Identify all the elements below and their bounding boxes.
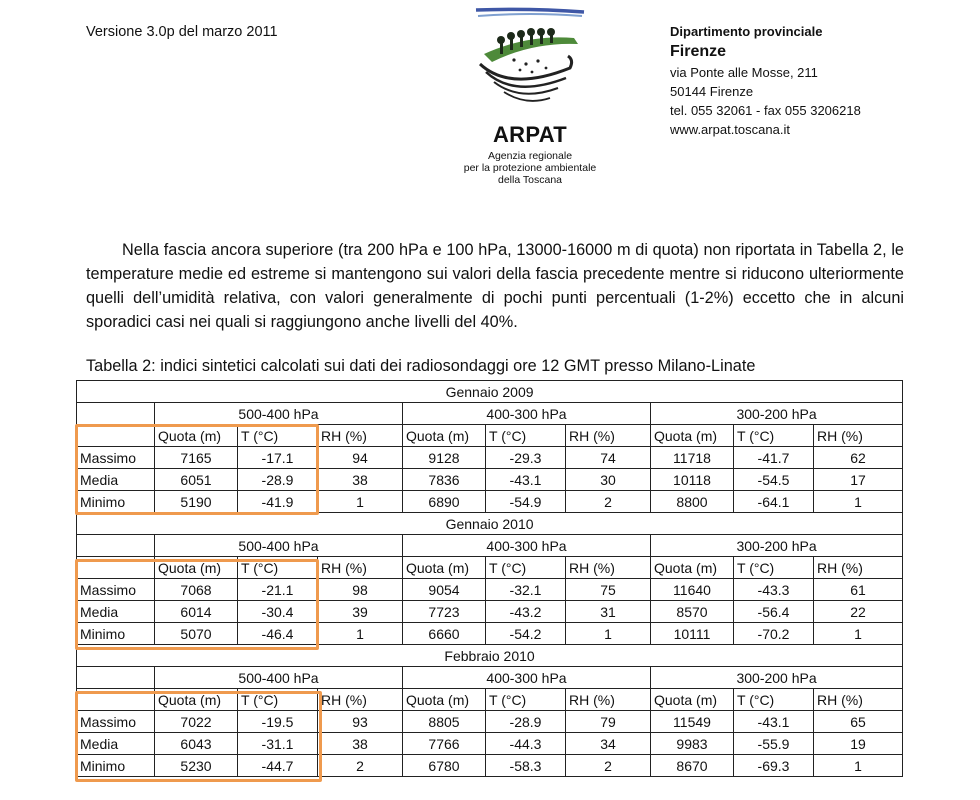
period-title-row [77, 645, 903, 667]
department-name: Dipartimento provinciale [670, 24, 823, 39]
column-header: Quota (m) [403, 425, 486, 447]
data-cell: -58.3 [486, 755, 566, 777]
column-header: RH (%) [566, 425, 651, 447]
address-line: via Ponte alle Mosse, 211 [670, 65, 818, 80]
data-cell: 2 [318, 755, 403, 777]
pressure-band-header: 300-200 hPa [651, 535, 903, 557]
column-header: Quota (m) [651, 689, 734, 711]
body-paragraph: Nella fascia ancora superiore (tra 200 hPa e 100 hPa, 13000-16000 m di quota) non riportata in Tabella 2, le temperature medie ed estreme si mantengono sui valori della fascia precedente mentre si riducono ulteriormente quelli dell’umidità relativa, con valori generalmente di pochi punti percentuali (1-2%) eccetto che in alcuni sporadici casi nei quali si raggiungono anche livelli del 40%. [86, 241, 904, 331]
data-cell: 6780 [403, 755, 486, 777]
column-header: RH (%) [318, 689, 403, 711]
column-header: Quota (m) [651, 557, 734, 579]
data-cell: 74 [566, 447, 651, 469]
row-label: Minimo [77, 623, 155, 645]
website-line: www.arpat.toscana.it [670, 122, 790, 137]
column-header: T (°C) [238, 425, 318, 447]
column-header: T (°C) [486, 689, 566, 711]
column-header: T (°C) [238, 689, 318, 711]
data-cell: -55.9 [734, 733, 814, 755]
table-row [77, 755, 903, 777]
data-cell: -70.2 [734, 623, 814, 645]
data-cell: 39 [318, 601, 403, 623]
row-label: Media [77, 601, 155, 623]
data-cell: -43.1 [486, 469, 566, 491]
data-cell: -32.1 [486, 579, 566, 601]
data-cell: 8805 [403, 711, 486, 733]
data-cell: -17.1 [238, 447, 318, 469]
empty-cell [77, 425, 155, 447]
data-cell: 98 [318, 579, 403, 601]
column-header: RH (%) [814, 689, 903, 711]
row-label: Minimo [77, 755, 155, 777]
data-cell: 30 [566, 469, 651, 491]
pressure-band-header: 500-400 hPa [155, 667, 403, 689]
data-cell: 34 [566, 733, 651, 755]
data-cell: 75 [566, 579, 651, 601]
empty-cell [77, 557, 155, 579]
pressure-band-header: 300-200 hPa [651, 667, 903, 689]
data-cell: -54.2 [486, 623, 566, 645]
column-header: RH (%) [814, 557, 903, 579]
data-cell: 1 [814, 623, 903, 645]
data-cell: 93 [318, 711, 403, 733]
data-cell: 8670 [651, 755, 734, 777]
data-cell: -28.9 [486, 711, 566, 733]
table-row [77, 447, 903, 469]
data-cell: 5070 [155, 623, 238, 645]
column-header-row [77, 557, 903, 579]
row-label: Massimo [77, 711, 155, 733]
table-row [77, 623, 903, 645]
arpat-logo [440, 6, 620, 186]
pressure-band-row [77, 667, 903, 689]
column-header: T (°C) [486, 557, 566, 579]
data-cell: -56.4 [734, 601, 814, 623]
data-cell: 19 [814, 733, 903, 755]
data-cell: 22 [814, 601, 903, 623]
pressure-band-header: 400-300 hPa [403, 667, 651, 689]
pressure-band-header: 400-300 hPa [403, 535, 651, 557]
data-cell: -69.3 [734, 755, 814, 777]
data-cell: 65 [814, 711, 903, 733]
data-cell: 6014 [155, 601, 238, 623]
column-header-row [77, 425, 903, 447]
data-cell: 2 [566, 491, 651, 513]
column-header: T (°C) [734, 689, 814, 711]
data-cell: 11718 [651, 447, 734, 469]
data-cell: -29.3 [486, 447, 566, 469]
data-cell: 9054 [403, 579, 486, 601]
data-cell: -31.1 [238, 733, 318, 755]
column-header: RH (%) [814, 425, 903, 447]
column-header: Quota (m) [403, 689, 486, 711]
column-header: T (°C) [486, 425, 566, 447]
data-cell: 94 [318, 447, 403, 469]
data-cell: -44.7 [238, 755, 318, 777]
document-version: Versione 3.0p del marzo 2011 [86, 24, 278, 40]
period-title: Gennaio 2010 [77, 513, 903, 535]
table-row [77, 601, 903, 623]
table-caption: Tabella 2: indici sintetici calcolati sui dati dei radiosondaggi ore 12 GMT presso Milano-Linate [86, 357, 756, 375]
row-label: Massimo [77, 579, 155, 601]
pressure-band-row [77, 535, 903, 557]
column-header: RH (%) [318, 557, 403, 579]
radiosonde-table [76, 380, 903, 777]
data-cell: -44.3 [486, 733, 566, 755]
data-cell: -30.4 [238, 601, 318, 623]
table-row [77, 579, 903, 601]
column-header: Quota (m) [403, 557, 486, 579]
column-header: T (°C) [238, 557, 318, 579]
row-label: Massimo [77, 447, 155, 469]
data-cell: -43.3 [734, 579, 814, 601]
department-address [670, 22, 861, 139]
data-cell: -21.1 [238, 579, 318, 601]
column-header: T (°C) [734, 557, 814, 579]
data-cell: 6043 [155, 733, 238, 755]
data-cell: 1 [814, 755, 903, 777]
data-cell: -43.2 [486, 601, 566, 623]
data-cell: 9983 [651, 733, 734, 755]
data-cell: 10111 [651, 623, 734, 645]
data-cell: 7836 [403, 469, 486, 491]
data-cell: 38 [318, 733, 403, 755]
pressure-band-row [77, 403, 903, 425]
data-cell: 7165 [155, 447, 238, 469]
data-cell: -28.9 [238, 469, 318, 491]
data-cell: 7022 [155, 711, 238, 733]
row-label: Minimo [77, 491, 155, 513]
data-cell: 7766 [403, 733, 486, 755]
table-row [77, 711, 903, 733]
data-cell: 8800 [651, 491, 734, 513]
pressure-band-header: 500-400 hPa [155, 403, 403, 425]
data-cell: 5230 [155, 755, 238, 777]
column-header: Quota (m) [155, 689, 238, 711]
table-row [77, 469, 903, 491]
data-cell: 6660 [403, 623, 486, 645]
logo-subtitle-line: Agenzia regionale [487, 150, 573, 162]
logo-name: ARPAT [492, 122, 567, 147]
data-cell: 10118 [651, 469, 734, 491]
data-cell: 2 [566, 755, 651, 777]
column-header: RH (%) [566, 557, 651, 579]
data-cell: 79 [566, 711, 651, 733]
empty-cell [77, 667, 155, 689]
empty-cell [77, 689, 155, 711]
pressure-band-header: 400-300 hPa [403, 403, 651, 425]
data-cell: -41.9 [238, 491, 318, 513]
data-cell: 6051 [155, 469, 238, 491]
data-cell: 17 [814, 469, 903, 491]
period-title: Gennaio 2009 [77, 381, 903, 403]
department-city: Firenze [670, 43, 727, 60]
data-cell: -43.1 [734, 711, 814, 733]
address-line: 50144 Firenze [670, 84, 754, 99]
data-cell: 38 [318, 469, 403, 491]
data-cell: 1 [566, 623, 651, 645]
column-header: RH (%) [318, 425, 403, 447]
data-cell: 8570 [651, 601, 734, 623]
row-label: Media [77, 733, 155, 755]
column-header: Quota (m) [651, 425, 734, 447]
logo-subtitle-line: della Toscana [497, 174, 563, 186]
table-row [77, 733, 903, 755]
data-cell: 11640 [651, 579, 734, 601]
table-row [77, 491, 903, 513]
data-cell: -64.1 [734, 491, 814, 513]
column-header-row [77, 689, 903, 711]
data-cell: -19.5 [238, 711, 318, 733]
data-cell: 5190 [155, 491, 238, 513]
empty-cell [77, 535, 155, 557]
data-cell: -46.4 [238, 623, 318, 645]
data-cell: -54.9 [486, 491, 566, 513]
data-cell: -41.7 [734, 447, 814, 469]
data-cell: 1 [318, 491, 403, 513]
data-cell: 9128 [403, 447, 486, 469]
empty-cell [77, 403, 155, 425]
data-cell: 62 [814, 447, 903, 469]
data-cell: 6890 [403, 491, 486, 513]
column-header: Quota (m) [155, 557, 238, 579]
arpat-emblem-icon [470, 6, 590, 118]
data-cell: 7723 [403, 601, 486, 623]
period-title-row [77, 381, 903, 403]
period-title: Febbraio 2010 [77, 645, 903, 667]
data-cell: 11549 [651, 711, 734, 733]
logo-subtitle-line: per la protezione ambientale [463, 162, 597, 174]
pressure-band-header: 500-400 hPa [155, 535, 403, 557]
data-cell: 61 [814, 579, 903, 601]
logo-subtitle [440, 150, 620, 186]
phone-fax-line: tel. 055 32061 - fax 055 3206218 [670, 103, 861, 118]
column-header: Quota (m) [155, 425, 238, 447]
data-cell: 31 [566, 601, 651, 623]
period-title-row [77, 513, 903, 535]
row-label: Media [77, 469, 155, 491]
data-cell: 1 [318, 623, 403, 645]
column-header: RH (%) [566, 689, 651, 711]
pressure-band-header: 300-200 hPa [651, 403, 903, 425]
data-cell: 7068 [155, 579, 238, 601]
data-cell: -54.5 [734, 469, 814, 491]
column-header: T (°C) [734, 425, 814, 447]
data-cell: 1 [814, 491, 903, 513]
